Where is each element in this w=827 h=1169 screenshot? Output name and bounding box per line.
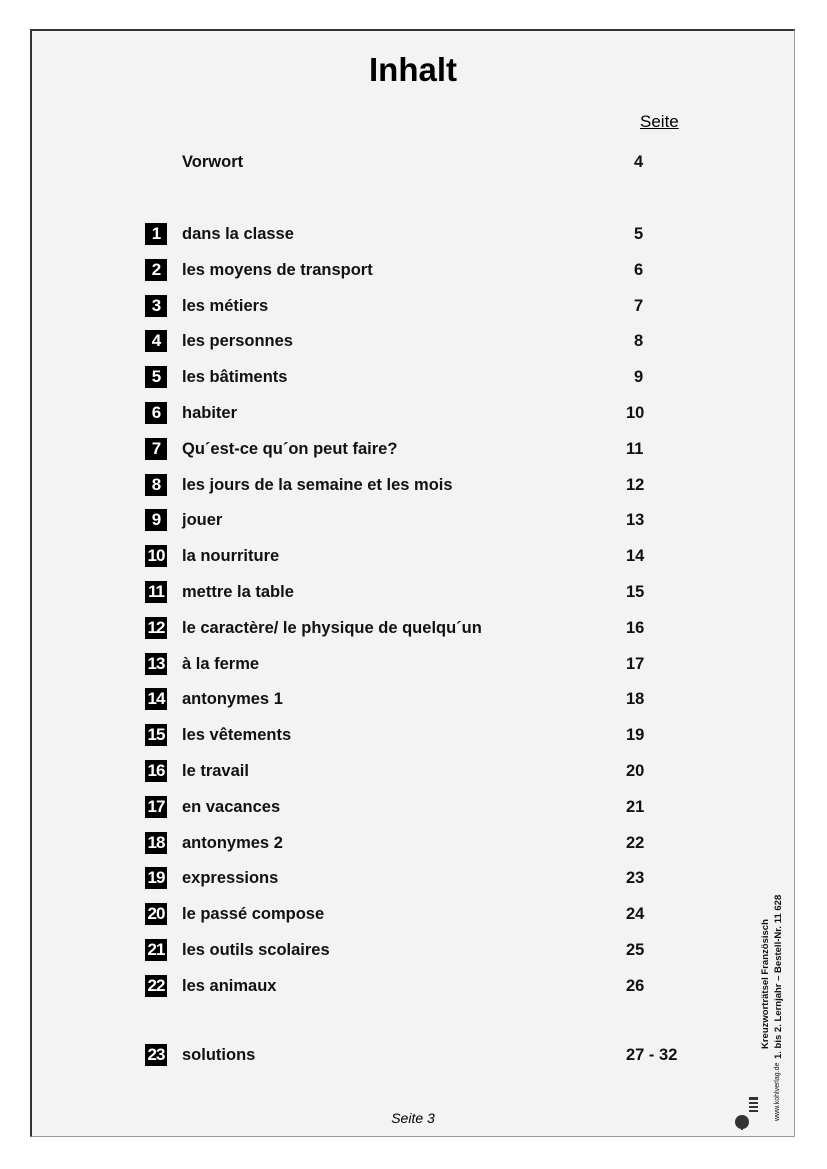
toc-entry-page: 16 — [626, 618, 645, 637]
chapter-number-badge: 23 — [145, 1044, 167, 1066]
toc-row[interactable] — [32, 438, 794, 462]
toc-row[interactable] — [32, 330, 794, 354]
toc-entry-label: les jours de la semaine et les mois — [182, 475, 453, 494]
chapter-number-badge: 6 — [145, 402, 167, 424]
side-info-line1: Kreuzworträtsel Französisch — [760, 919, 771, 1049]
chapter-number-badge: 20 — [145, 903, 167, 925]
toc-entry-page: 10 — [626, 404, 645, 422]
toc-row[interactable] — [32, 545, 794, 569]
toc-row[interactable] — [32, 939, 794, 963]
toc-row[interactable] — [32, 760, 794, 784]
toc-entry-page: 22 — [626, 833, 645, 852]
toc-intro-row[interactable] — [32, 151, 794, 175]
toc-entry-label: les outils scolaires — [182, 941, 330, 959]
page-title: Inhalt — [369, 51, 457, 88]
chapter-number-badge: 19 — [145, 867, 167, 889]
toc-row[interactable] — [32, 581, 794, 605]
toc-row[interactable] — [32, 867, 794, 891]
toc-solutions-row[interactable] — [32, 1044, 794, 1068]
chapter-number-badge: 15 — [145, 724, 167, 746]
toc-row[interactable] — [32, 724, 794, 748]
toc-entry-page: 24 — [626, 905, 645, 924]
toc-entry-label: expressions — [182, 869, 279, 888]
toc-entry-label: les personnes — [182, 332, 293, 351]
chapter-number-badge: 3 — [145, 295, 167, 317]
chapter-number-badge: 18 — [145, 832, 167, 854]
chapter-number-badge: 5 — [145, 366, 167, 388]
toc-entry-page: 21 — [626, 797, 645, 816]
toc-row[interactable] — [32, 653, 794, 677]
toc-solutions-page: 27 - 32 — [626, 1046, 678, 1064]
chapter-number-badge: 11 — [145, 581, 167, 603]
toc-entry-page: 8 — [634, 332, 644, 351]
toc-row[interactable] — [32, 223, 794, 247]
toc-entry-label: les bâtiments — [182, 368, 288, 387]
side-info-line2: 1. bis 2. Lernjahr – Bestell-Nr. 11 628 — [773, 894, 784, 1059]
toc-entry-page: 5 — [634, 225, 644, 243]
chapter-number-badge: 17 — [145, 796, 167, 818]
toc-row[interactable] — [32, 295, 794, 319]
toc-row[interactable] — [32, 832, 794, 856]
toc-row[interactable] — [32, 509, 794, 533]
page-column-header: Seite — [640, 112, 679, 131]
toc-entry-page: 12 — [626, 475, 645, 494]
toc-entry-label: les métiers — [182, 296, 269, 315]
toc-entry-label: les vêtements — [182, 726, 292, 745]
toc-intro-page: 4 — [634, 153, 644, 171]
chapter-number-badge: 9 — [145, 509, 167, 531]
toc-entry-label: dans la classe — [182, 225, 294, 243]
chapter-number-badge: 2 — [145, 259, 167, 281]
toc-entry-label: la nourriture — [182, 547, 280, 566]
chapter-number-badge: 7 — [145, 438, 167, 460]
tree-logo-icon — [732, 1091, 762, 1131]
toc-entry-page: 26 — [626, 976, 645, 995]
toc-row[interactable] — [32, 402, 794, 426]
chapter-number-badge: 14 — [145, 688, 167, 710]
document-page — [30, 29, 795, 1137]
toc-entry-page: 11 — [626, 439, 644, 458]
toc-entry-page: 14 — [626, 547, 645, 566]
chapter-number-badge: 22 — [145, 975, 167, 997]
toc-entry-label: le passé compose — [182, 905, 325, 924]
page-footer: Seite 3 — [391, 1110, 435, 1126]
toc-entry-label: les moyens de transport — [182, 260, 373, 279]
chapter-number-badge: 4 — [145, 330, 167, 352]
toc-entry-label: les animaux — [182, 976, 277, 995]
toc-row[interactable] — [32, 688, 794, 712]
chapter-number-badge: 10 — [145, 545, 167, 567]
toc-entry-page: 9 — [634, 368, 644, 387]
toc-entry-page: 18 — [626, 690, 645, 709]
toc-entry-page: 6 — [634, 260, 644, 279]
toc-row[interactable] — [32, 975, 794, 999]
toc-row[interactable] — [32, 474, 794, 498]
toc-entry-label: en vacances — [182, 797, 281, 816]
toc-entry-label: le caractère/ le physique de quelqu´un — [182, 618, 482, 637]
chapter-number-badge: 16 — [145, 760, 167, 782]
toc-entry-page: 25 — [626, 941, 645, 959]
toc-entry-page: 20 — [626, 762, 645, 780]
toc-entry-page: 17 — [626, 654, 645, 673]
toc-entry-page: 23 — [626, 869, 645, 888]
toc-entry-label: antonymes 2 — [182, 833, 283, 852]
toc-entry-page: 7 — [634, 296, 644, 315]
toc-entry-page: 13 — [626, 511, 645, 530]
toc-entry-label: antonymes 1 — [182, 690, 283, 709]
toc-entry-label: jouer — [182, 511, 223, 530]
toc-entry-label: mettre la table — [182, 583, 294, 601]
toc-entry-label: le travail — [182, 762, 249, 780]
chapter-number-badge: 8 — [145, 474, 167, 496]
publisher-logo — [732, 1091, 762, 1131]
side-info-line3: www.kohlverlag.de — [774, 1062, 781, 1121]
toc-row[interactable] — [32, 259, 794, 283]
chapter-number-badge: 21 — [145, 939, 167, 961]
chapter-number-badge: 13 — [145, 653, 167, 675]
toc-row[interactable] — [32, 903, 794, 927]
toc-entry-label: à la ferme — [182, 654, 260, 673]
toc-row[interactable] — [32, 617, 794, 641]
chapter-number-badge: 12 — [145, 617, 167, 639]
toc-entry-page: 15 — [626, 583, 645, 601]
toc-intro-label: Vorwort — [182, 153, 244, 171]
toc-solutions-label: solutions — [182, 1046, 256, 1064]
toc-entry-page: 19 — [626, 726, 645, 745]
chapter-number-badge: 1 — [145, 223, 167, 245]
toc-entry-label: Qu´est-ce qu´on peut faire? — [182, 439, 398, 458]
toc-entry-label: habiter — [182, 404, 238, 422]
toc-row[interactable] — [32, 796, 794, 820]
toc-row[interactable] — [32, 366, 794, 390]
